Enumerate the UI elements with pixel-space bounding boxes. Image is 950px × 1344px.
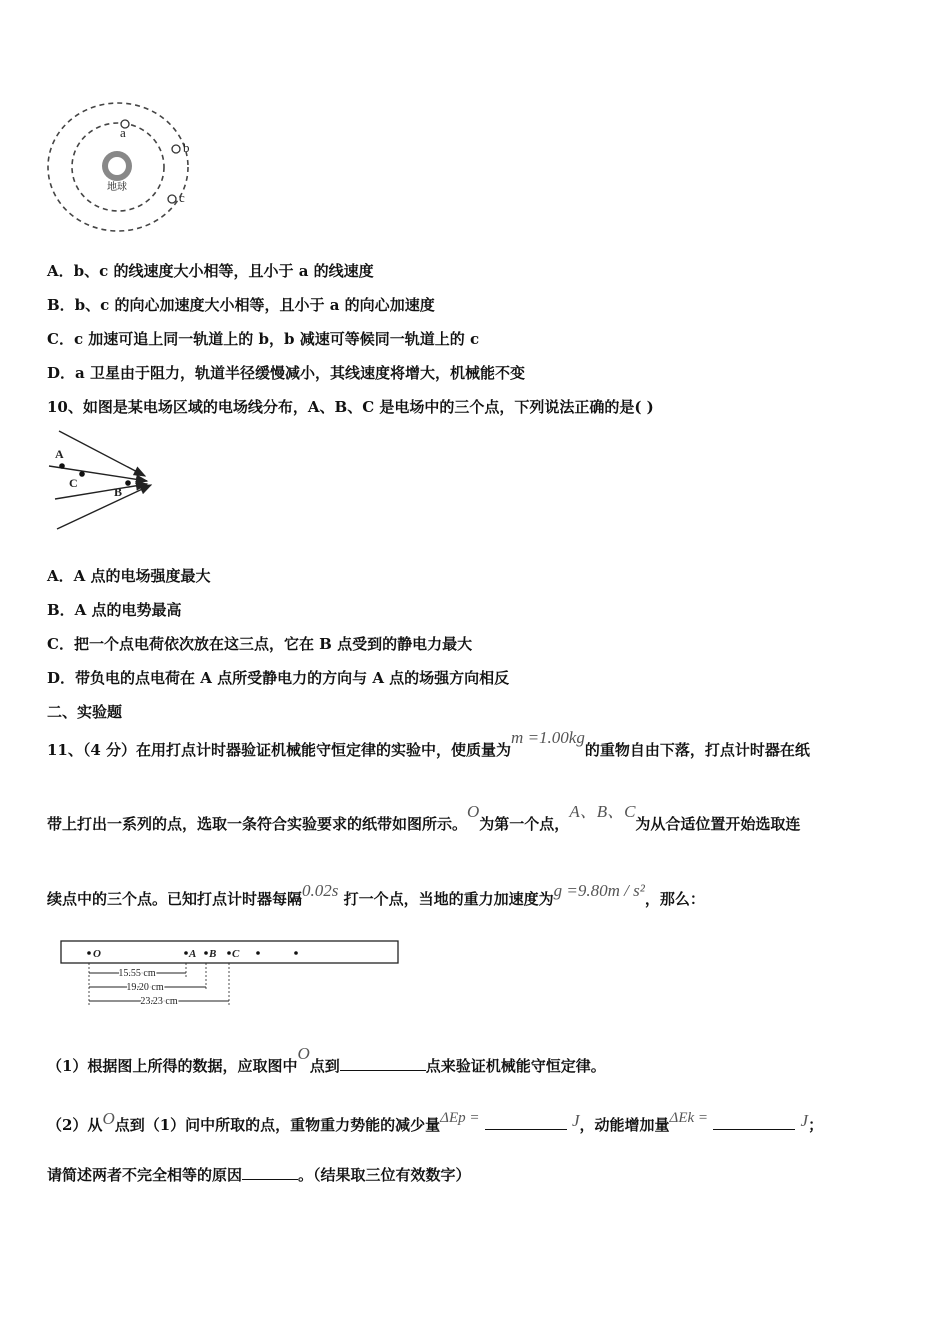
gravity-expression: g =9.80m / s² xyxy=(553,881,645,900)
label-C: C xyxy=(69,476,78,490)
earth-label: 地球 xyxy=(107,182,127,193)
q9-option-a: A．b、c 的线速度大小相等，且小于 a 的线速度 xyxy=(47,262,374,280)
dot-O xyxy=(87,951,91,955)
dot-extra-1 xyxy=(256,951,260,955)
points-ABC-symbol: A、B、C xyxy=(569,802,636,821)
q9-option-d: D．a 卫星由于阻力，轨道半径缓慢减小，其线速度将增大，机械能不变 xyxy=(47,364,525,382)
dot-B xyxy=(204,951,208,955)
label-A: A xyxy=(55,447,64,461)
q11-line-1: 11、（4 分）在用打点计时器验证机械能守恒定律的实验中，使质量为m =1.00kg的重物自由下落，打点计时器在纸 xyxy=(47,728,810,759)
dot-extra-2 xyxy=(294,951,298,955)
tape-label-C: C xyxy=(232,948,240,960)
q11-sub-1: （1）根据图上所得的数据，应取图中O点到 点来验证机械能守恒定律。 xyxy=(47,1044,606,1075)
dot-C xyxy=(227,951,231,955)
tape-label-B: B xyxy=(209,948,217,960)
mass-expression: m =1.00kg xyxy=(511,728,585,747)
paper-tape-figure xyxy=(55,937,405,1009)
q9-option-c: C．c 加速可追上同一轨道上的 b，b 减速可等候同一轨道上的 c xyxy=(47,330,480,348)
answer-blank-2[interactable] xyxy=(485,1115,567,1130)
label-a: a xyxy=(120,125,126,140)
point-B xyxy=(125,480,131,486)
q11-line-3: 续点中的三个点。已知打点计时器每隔0.02s 打一个点，当地的重力加速度为g =9.80m / s²，那么： xyxy=(47,881,705,908)
dot-A xyxy=(184,951,188,955)
point-A xyxy=(59,463,65,469)
orbit-figure xyxy=(40,95,200,240)
q9-option-b: B．b、c 的向心加速度大小相等，且小于 a 的向心加速度 xyxy=(47,296,435,314)
q10-option-b: B．A 点的电势最高 xyxy=(47,601,182,619)
point-O-symbol: O xyxy=(467,802,480,821)
q10-option-c: C．把一个点电荷依次放在这三点，它在 B 点受到的静电力最大 xyxy=(47,635,473,653)
answer-blank-1[interactable] xyxy=(340,1056,426,1071)
delta-Ep: ΔEp = xyxy=(440,1110,480,1126)
dist-OA: 15.55 cm xyxy=(118,968,156,979)
answer-blank-4[interactable] xyxy=(242,1165,298,1180)
satellite-b xyxy=(172,145,180,153)
point-C xyxy=(79,471,85,477)
electric-field-figure xyxy=(45,425,165,535)
dist-OB: 19.20 cm xyxy=(126,982,164,993)
label-B: B xyxy=(114,485,123,499)
answer-blank-3[interactable] xyxy=(713,1115,795,1130)
label-c: c xyxy=(179,190,185,205)
label-b: b xyxy=(183,140,190,155)
section-title: 二、实验题 xyxy=(47,703,123,721)
q11-line-2: 带上打出一系列的点，选取一条符合实验要求的纸带如图所示。O为第一个点，A、B、C为从合适位置开始选取连 xyxy=(47,802,801,833)
tape-label-A: A xyxy=(189,948,197,960)
dist-OC: 23.23 cm xyxy=(140,996,178,1007)
interval-expression: 0.02s xyxy=(302,881,339,900)
q11-sub-2: （2）从O点到（1）问中所取的点，重物重力势能的减少量ΔEp = J，动能增加量ΔEk = J； xyxy=(47,1109,824,1134)
q10-option-d: D．带负电的点电荷在 A 点所受静电力的方向与 A 点的场强方向相反 xyxy=(47,669,510,687)
q11-sub-3: 请简述两者不完全相等的原因 。（结果取三位有效数字） xyxy=(47,1166,471,1184)
delta-Ek: ΔEk = xyxy=(669,1110,709,1126)
field-line-2 xyxy=(49,466,147,481)
tape-label-O: O xyxy=(93,948,101,960)
satellite-c xyxy=(168,195,176,203)
q10-stem: 10、如图是某电场区域的电场线分布，A、B、C 是电场中的三个点，下列说法正确的是( ) xyxy=(47,398,654,416)
q10-option-a: A．A 点的电场强度最大 xyxy=(47,567,211,585)
